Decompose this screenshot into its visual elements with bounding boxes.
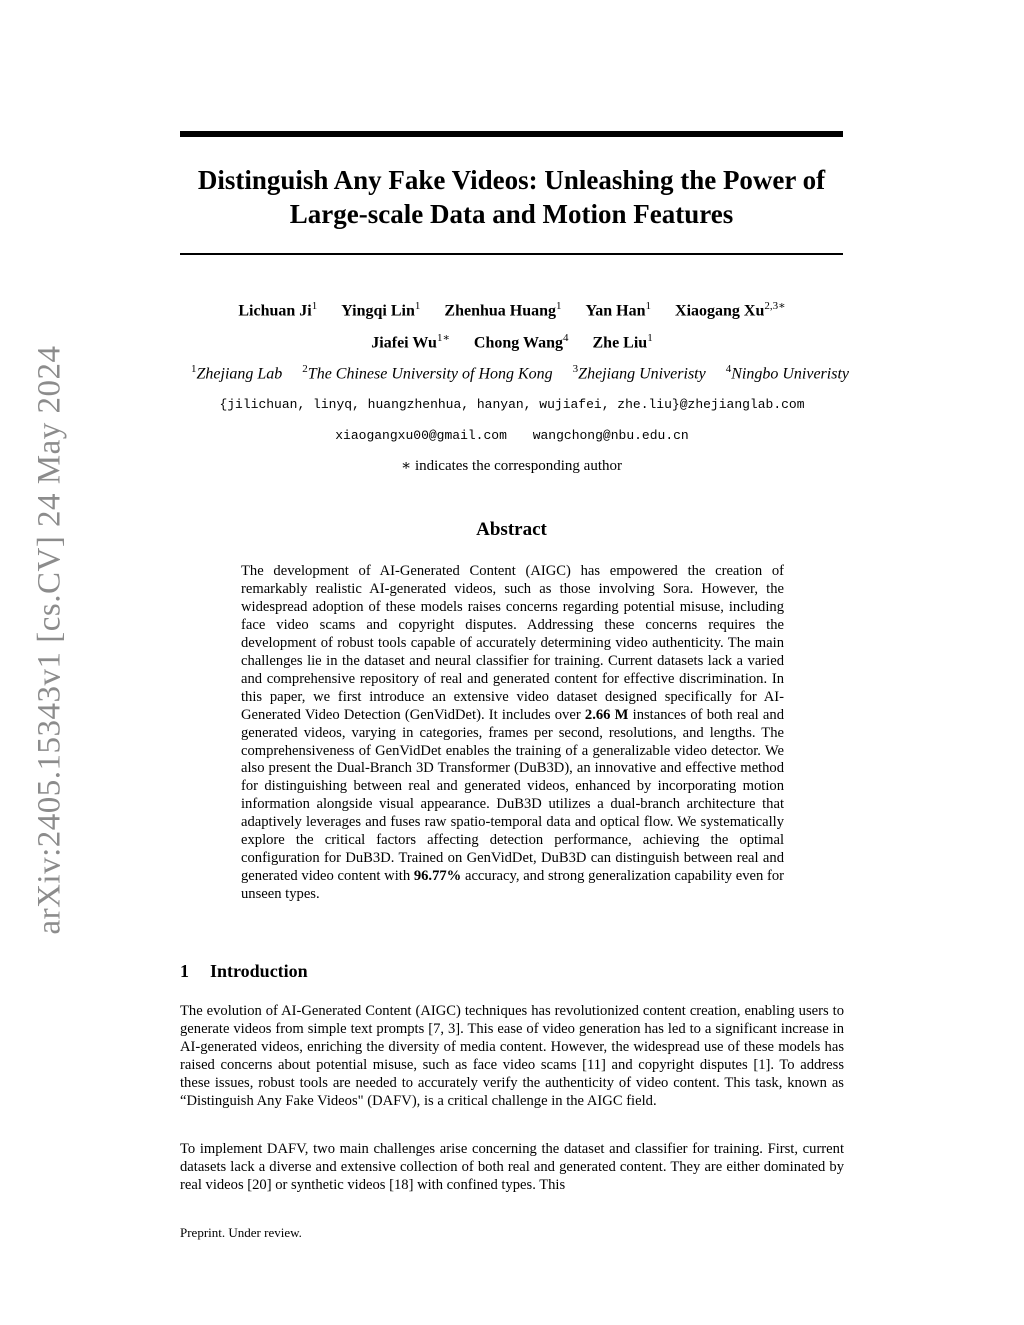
section-heading-introduction — [180, 961, 308, 982]
abstract-highlight-accuracy: 96.77% — [413, 868, 462, 885]
title-bottom-rule — [180, 253, 843, 255]
author-name: Lichuan Ji — [238, 302, 312, 320]
author-affil-mark: 1 — [556, 300, 562, 312]
author-affil-mark: 4 — [563, 332, 569, 344]
abstract-heading: Abstract — [476, 519, 547, 540]
affiliation — [573, 363, 706, 383]
author — [474, 332, 569, 352]
email-address: wangchong@nbu.edu.cn — [532, 428, 689, 443]
affiliation-mark: 3 — [572, 363, 579, 375]
author-list-line-1 — [150, 299, 874, 320]
author-affil-mark: 1 — [414, 300, 421, 312]
author-affil-mark: 1∗ — [436, 332, 450, 344]
affiliation-name: The Chinese University of Hong Kong — [307, 365, 553, 383]
affiliation — [191, 363, 282, 383]
affiliation — [302, 363, 552, 383]
author — [371, 331, 450, 352]
author-name: Xiaogang Xu — [675, 302, 765, 320]
author-affil-mark: 1 — [645, 300, 652, 312]
author-name: Jiafei Wu — [371, 334, 437, 352]
author — [341, 300, 420, 320]
arxiv-sidebar-stamp: arXiv:2405.15343v1 [cs.CV] 24 May 2024 — [31, 345, 68, 935]
author — [444, 300, 561, 320]
author — [238, 300, 317, 320]
author — [593, 332, 653, 352]
author-list-line-2 — [150, 331, 874, 352]
affiliation-name: Zhejiang Lab — [196, 365, 283, 383]
abstract-text: accuracy, and strong generalization capability even for unseen types. — [241, 868, 784, 903]
abstract-highlight-dataset-size: 2.66 M — [584, 706, 629, 723]
author — [586, 300, 652, 320]
email-line-2 — [140, 428, 884, 443]
intro-paragraph-1: The evolution of AI-Generated Content (AIGC) techniques has revolutionized content creation, enabling users to generate videos from simple text prompts [7, 3]. This ease of video generation has led to a significant increase in AI-generated videos, enriching the diversity of media content. However, the widespread use of these models has raised concerns about potential misuse, such as face video scams [11] and copyright disputes [1]. To address these issues, robust tools are needed to accurately verify the authenticity of video content. This task, known as “Distinguish Any Fake Videos" (DAFV), is a critical challenge in the AIGC field. — [180, 1003, 844, 1110]
affiliation-list — [150, 363, 890, 383]
author-name: Yingqi Lin — [341, 302, 415, 320]
author-name: Yan Han — [585, 302, 646, 320]
abstract-text: instances of both real and generated videos, varying in categories, frames per second, resolutions, and lengths. The comprehensiveness of GenVidDet enables the training of a generalizable video detector. We also present the Dual-Branch 3D Transformer (DuB3D), an innovative and effective method for distinguishing between real and generated videos, enhanced by incorporating motion information alongside visual appearance. DuB3D utilizes a dual-branch architecture that adaptively leverages and fuses raw spatio-temporal data and optical flow. We systematically explore the critical factors affecting detection performance, achieving the optimal configuration for DuB3D. Trained on GenVidDet, DuB3D can distinguish between real and generated video content with — [241, 706, 785, 885]
title-top-rule — [180, 131, 843, 137]
email-address: xiaogangxu00@gmail.com — [335, 428, 507, 443]
affiliation-name: Ningbo Univeristy — [731, 365, 849, 383]
section-title: Introduction — [210, 961, 308, 981]
affiliation-mark: 1 — [191, 363, 197, 375]
affiliation-mark: 4 — [725, 363, 732, 375]
author-name: Zhe Liu — [592, 334, 648, 352]
section-number: 1 — [180, 961, 189, 981]
affiliation-name: Zhejiang Univeristy — [578, 365, 706, 383]
author-affil-mark: 1 — [647, 332, 653, 344]
affiliation — [726, 363, 849, 383]
abstract-body — [241, 563, 784, 904]
author-affil-mark: 1 — [311, 300, 318, 312]
title-line-1: Distinguish Any Fake Videos: Unleashing the Power of — [197, 165, 826, 195]
title-line-2: Large-scale Data and Motion Features — [289, 199, 734, 229]
paper-title — [170, 163, 853, 231]
author-affil-mark: 2,3∗ — [764, 300, 786, 312]
abstract-text: The development of AI-Generated Content (AIGC) has empowered the creation of remarkably realistic AI-generated videos, such as those involving Sora. However, the widespread adoption of these models raises concerns regarding potential misuse, including face video scams and copyright disputes. Addressing these concerns requires the development of robust tools capable of accurately determining video authenticity. The main challenges lie in the dataset and neural classifier for training. Current datasets lack a varied and comprehensive repository of real and generated content for effective discrimination. In this paper, we first introduce an extensive video dataset designed specifically for AI-Generated Video Detection (GenVidDet). It includes over — [241, 563, 784, 723]
corresponding-author-note: ∗ indicates the corresponding author — [401, 458, 622, 474]
author — [675, 299, 786, 320]
author-name: Zhenhua Huang — [444, 302, 556, 320]
author-name: Chong Wang — [473, 334, 563, 352]
intro-paragraph-2: To implement DAFV, two main challenges arise concerning the dataset and classifier for training. First, current datasets lack a diverse and extensive collection of both real and generated content. They are either dominated by real videos [20] or synthetic videos [18] with confined types. This — [180, 1141, 844, 1194]
affiliation-mark: 2 — [302, 363, 308, 375]
email-line-1: {jilichuan, linyq, huangzhenhua, hanyan, wujiafei, zhe.liu}@zhejianglab.com — [219, 397, 805, 412]
page-footer: Preprint. Under review. — [180, 1225, 302, 1240]
